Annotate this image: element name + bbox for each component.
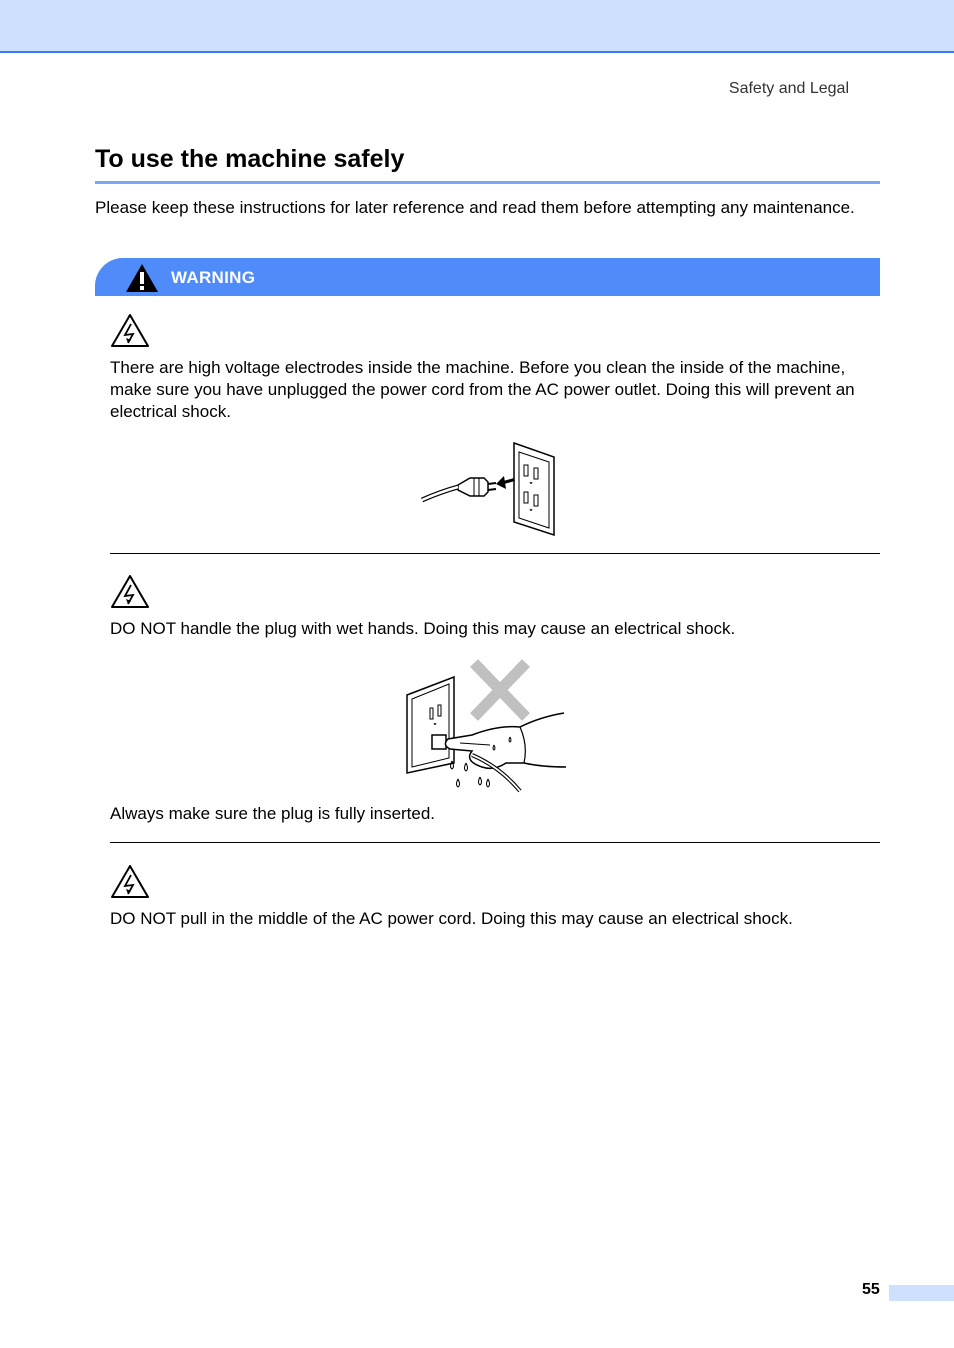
exclamation-triangle-icon — [125, 263, 159, 293]
page-tab — [889, 1285, 954, 1301]
header-band — [0, 0, 954, 53]
divider-2 — [110, 842, 880, 843]
high-voltage-icon — [110, 574, 150, 609]
high-voltage-icon — [110, 864, 150, 899]
item-2-text: DO NOT handle the plug with wet hands. Doing this may cause an electrical shock. — [110, 619, 736, 638]
page-title: To use the machine safely — [95, 145, 405, 173]
running-head: Safety and Legal — [728, 80, 849, 97]
item-2-note: Always make sure the plug is fully inserted. — [110, 804, 436, 823]
divider-1 — [110, 553, 880, 554]
unplug-power-cord-illustration — [418, 440, 558, 538]
title-rule — [95, 181, 880, 184]
wet-hands-plug-prohibited-illustration — [402, 655, 572, 795]
warning-banner — [95, 258, 880, 296]
intro-paragraph: Please keep these instructions for later reference and read them before attempting any maintenance. — [95, 198, 855, 217]
high-voltage-icon — [110, 313, 150, 348]
item-3-text: DO NOT pull in the middle of the AC power cord. Doing this may cause an electrical shock. — [110, 909, 793, 928]
page-number: 55 — [862, 1281, 880, 1298]
warning-label: WARNING — [171, 268, 256, 287]
item-1-text: There are high voltage electrodes inside the machine. Before you clean the inside of the machine, make sure you have unplugged the power cord from the AC power outlet. Doing this will prevent an electrical shock. — [110, 358, 855, 421]
